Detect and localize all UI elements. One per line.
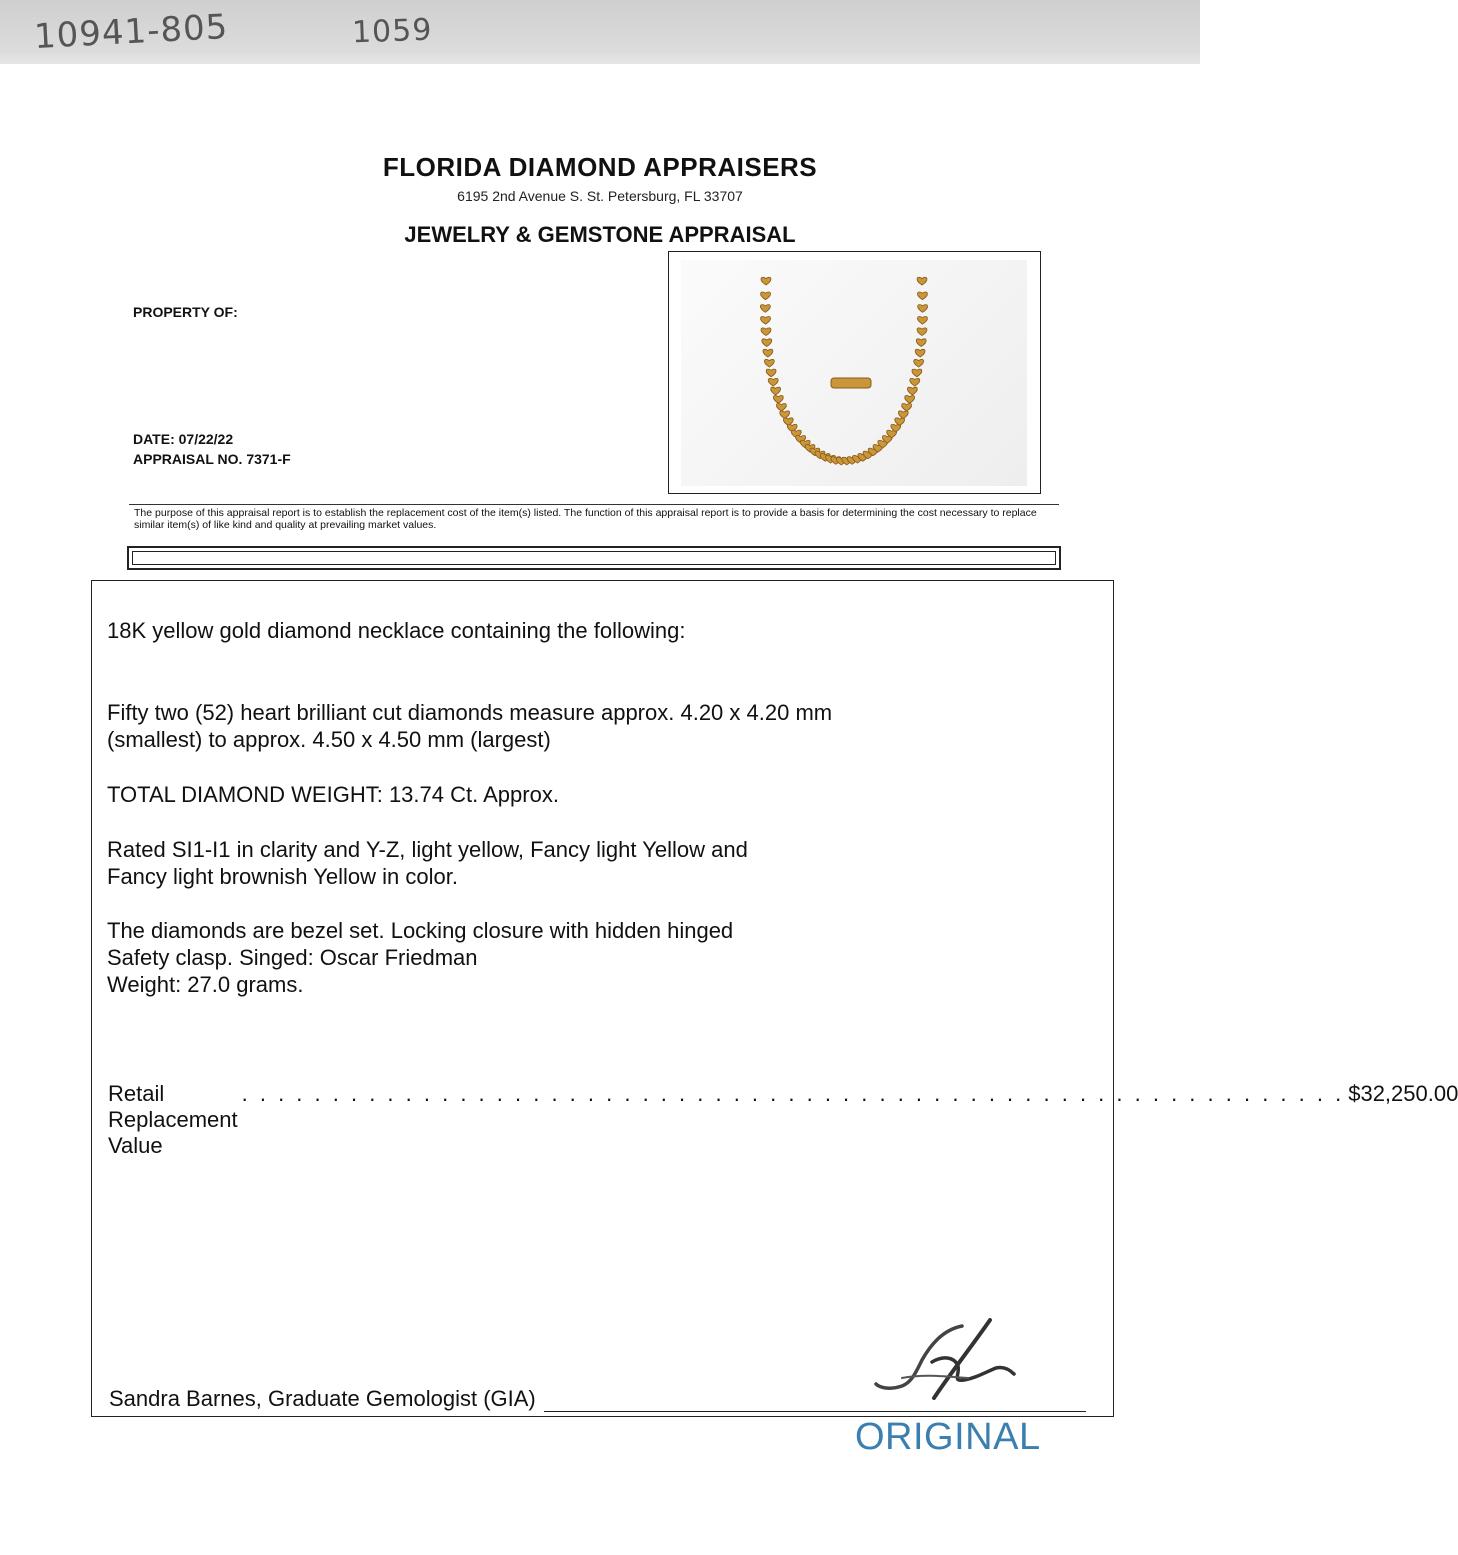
- date-value: 07/22/22: [178, 431, 234, 447]
- necklace-bead: [898, 411, 908, 419]
- value-amount: $32,250.00: [1348, 1081, 1458, 1106]
- necklace-bead: [914, 359, 924, 367]
- photo-background: [681, 260, 1027, 486]
- necklace-bead: [771, 387, 781, 395]
- necklace-bead: [910, 378, 920, 386]
- necklace-bead: [760, 305, 770, 313]
- handwritten-signature: [872, 1316, 1022, 1402]
- necklace-photo: [668, 251, 1041, 494]
- date-row: [133, 431, 233, 447]
- necklace-bead: [912, 369, 922, 377]
- necklace-bead: [918, 317, 928, 325]
- handwritten-number: 1059: [351, 12, 433, 51]
- value-label: Retail Replacement Value: [108, 1081, 238, 1158]
- original-stamp: ORIGINAL: [855, 1416, 1041, 1458]
- necklace-bead: [763, 349, 773, 357]
- necklace-bead: [907, 387, 917, 395]
- handwritten-reference: 10941-805: [33, 6, 230, 58]
- purpose-divider: [129, 504, 1059, 505]
- diamond-count: Fifty two (52) heart brilliant cut diamonds measure approx. 4.20 x 4.20 mm (smallest) to approx. 4.50 x 4.50 mm (largest): [107, 700, 833, 752]
- necklace-bead: [768, 378, 778, 386]
- appraisal-row: [133, 451, 291, 467]
- replacement-value-row: [108, 1081, 1458, 1158]
- necklace-bead: [895, 418, 905, 426]
- company-address: 6195 2nd Avenue S. St. Petersburg, FL 33707: [457, 188, 743, 204]
- necklace-bead: [766, 369, 776, 377]
- necklace-bead: [776, 403, 786, 411]
- necklace-bead: [764, 359, 774, 367]
- double-rule-box: [127, 546, 1061, 570]
- necklace-bead: [917, 277, 927, 285]
- leader-dots: . . . . . . . . . . . . . . . . . . . . . . . . . . . . . . . . . . . . . . . . . . . . . . . . . . . . . . . . . . . . .: [241, 1081, 1345, 1106]
- purpose-statement: The purpose of this appraisal report is to establish the replacement cost of the item(s) listed. The function of this appraisal report is to provide a basis for determining the cost necessary to replace similar item(s) of like kind and quality at prevailing market values.: [134, 507, 1037, 531]
- setting-details: The diamonds are bezel set. Locking closure with hidden hinged Safety clasp. Singed: Oscar Friedman Weight: 27.0 grams.: [107, 918, 734, 997]
- necklace-image: [681, 260, 1027, 486]
- clarity-color: Rated SI1-I1 in clarity and Y-Z, light yellow, Fancy light Yellow and Fancy light brownish Yellow in color.: [107, 837, 748, 889]
- necklace-bead: [761, 277, 771, 285]
- signer-name: Sandra Barnes, Graduate Gemologist (GIA): [109, 1386, 536, 1411]
- necklace-bead: [917, 328, 927, 336]
- necklace-bead: [902, 403, 912, 411]
- necklace-bead: [773, 396, 783, 404]
- necklace-bead: [762, 339, 772, 347]
- necklace-bead: [918, 305, 928, 313]
- necklace-bead: [780, 411, 790, 419]
- necklace-bead: [761, 292, 771, 300]
- total-weight: TOTAL DIAMOND WEIGHT: 13.74 Ct. Approx.: [107, 782, 559, 807]
- necklace-bead: [761, 317, 771, 325]
- necklace-bead: [915, 349, 925, 357]
- document-title: JEWELRY & GEMSTONE APPRAISAL: [404, 222, 796, 247]
- appraisal-label: APPRAISAL NO.: [133, 451, 243, 467]
- necklace-bead: [905, 396, 915, 404]
- necklace-clasp: [831, 378, 871, 388]
- company-name: FLORIDA DIAMOND APPRAISERS: [382, 152, 818, 182]
- necklace-bead: [761, 328, 771, 336]
- item-summary: 18K yellow gold diamond necklace containing the following:: [107, 618, 686, 643]
- necklace-bead: [916, 339, 926, 347]
- appraisal-number: 7371-F: [246, 451, 291, 467]
- date-label: DATE:: [133, 431, 175, 447]
- property-of-label: PROPERTY OF:: [133, 304, 238, 320]
- necklace-bead: [918, 292, 928, 300]
